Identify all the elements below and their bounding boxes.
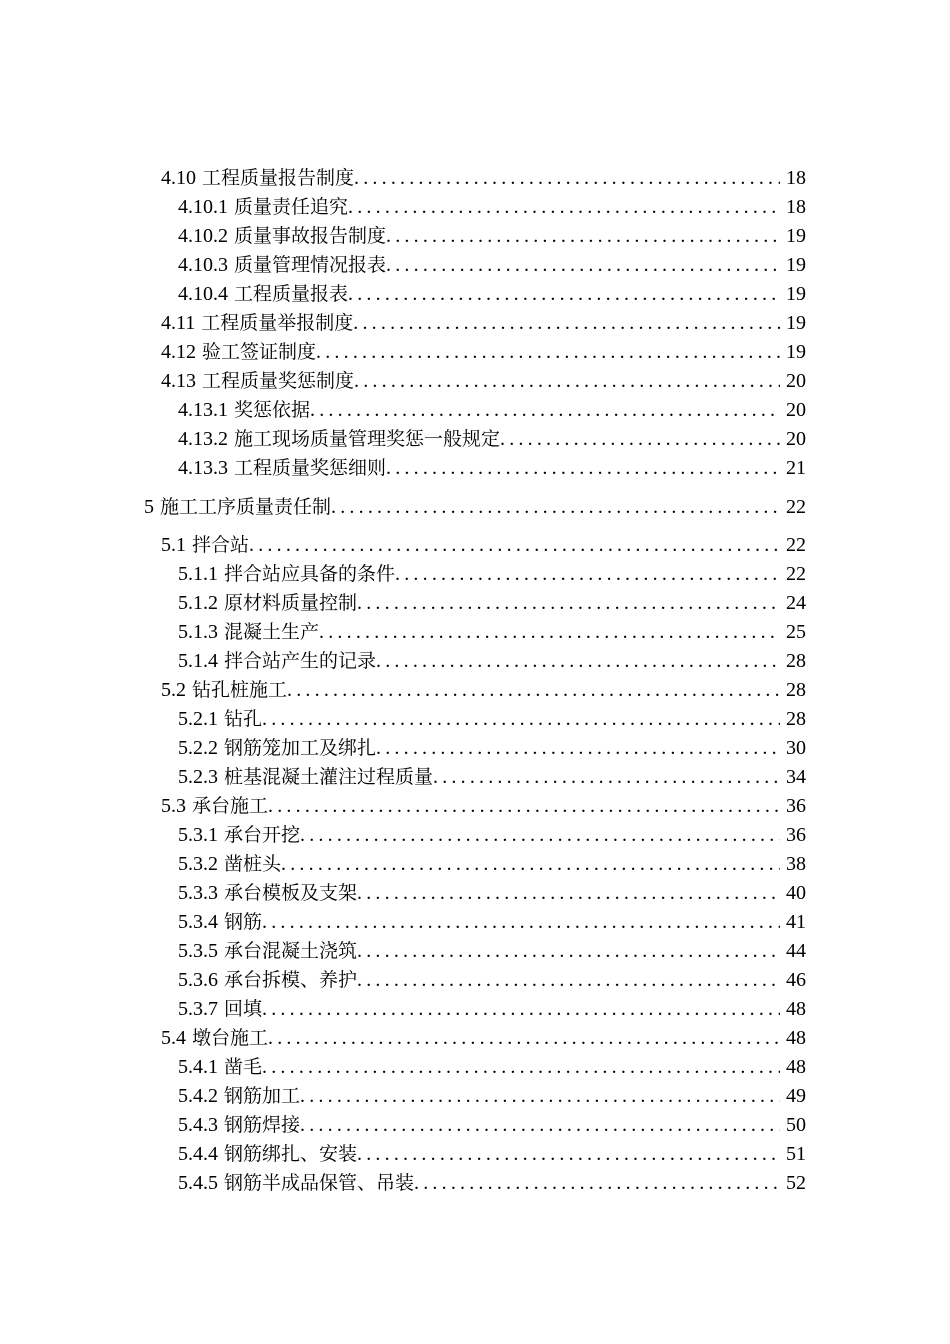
toc-entry-page: 18 xyxy=(786,167,806,189)
toc-dot-leader xyxy=(300,821,780,850)
toc-entry-page: 30 xyxy=(786,737,806,759)
toc-entry-number: 5.2.2 xyxy=(178,737,218,759)
toc-entry-number: 4.13.3 xyxy=(178,457,228,479)
toc-entry-page: 24 xyxy=(786,592,806,614)
toc-dot-leader xyxy=(357,937,780,966)
toc-entry[interactable] xyxy=(178,734,806,763)
toc-entry[interactable] xyxy=(178,222,806,251)
toc-entry-title: 质量事故报告制度 xyxy=(234,225,387,247)
toc-entry-number: 5.1 xyxy=(161,534,186,556)
toc-entry[interactable] xyxy=(161,338,806,367)
toc-entry-title: 钢筋笼加工及绑扎 xyxy=(224,737,377,759)
toc-entry[interactable] xyxy=(161,792,806,821)
toc-dot-leader xyxy=(500,425,780,454)
toc-entry-title: 工程质量报表 xyxy=(234,283,349,305)
toc-entry-title: 承台拆模、养护 xyxy=(224,969,358,991)
toc-entry-number: 5.1.4 xyxy=(178,650,218,672)
toc-entry[interactable] xyxy=(178,193,806,222)
toc-dot-leader xyxy=(348,280,780,309)
toc-entry-page: 40 xyxy=(786,882,806,904)
toc-dot-leader xyxy=(262,908,780,937)
toc-entry[interactable] xyxy=(178,1111,806,1140)
toc-entry-page: 44 xyxy=(786,940,806,962)
toc-dot-leader xyxy=(433,763,780,792)
toc-entry-page: 19 xyxy=(786,254,806,276)
toc-entry-title: 拌合站产生的记录 xyxy=(224,650,377,672)
toc-dot-leader xyxy=(300,1111,780,1140)
toc-dot-leader xyxy=(354,367,780,396)
toc-entry-number: 5.3.5 xyxy=(178,940,218,962)
toc-entry-number: 5.3.4 xyxy=(178,911,218,933)
toc-entry-number: 5.3.1 xyxy=(178,824,218,846)
toc-entry-page: 20 xyxy=(786,428,806,450)
toc-entry-number: 5.2.3 xyxy=(178,766,218,788)
toc-entry-title: 钢筋焊接 xyxy=(224,1114,301,1136)
toc-entry-number: 4.11 xyxy=(161,312,196,334)
toc-entry[interactable] xyxy=(178,908,806,937)
toc-entry-page: 19 xyxy=(786,312,806,334)
toc-entry[interactable] xyxy=(178,995,806,1024)
toc-entry-page: 48 xyxy=(786,998,806,1020)
toc-entry[interactable] xyxy=(178,425,806,454)
toc-entry-number: 4.13.2 xyxy=(178,428,228,450)
toc-entry-number: 5.1.1 xyxy=(178,563,218,585)
toc-entry[interactable] xyxy=(178,396,806,425)
toc-entry-title: 承台开挖 xyxy=(224,824,301,846)
toc-dot-leader xyxy=(353,309,780,338)
toc-dot-leader xyxy=(357,589,780,618)
toc-entry[interactable] xyxy=(144,493,806,522)
toc-entry-title: 拌合站 xyxy=(192,534,250,556)
toc-entry-number: 5.3.6 xyxy=(178,969,218,991)
toc-entry-title: 施工现场质量管理奖惩一般规定 xyxy=(234,428,501,450)
toc-entry-title: 工程质量奖惩制度 xyxy=(202,370,355,392)
toc-entry-page: 50 xyxy=(786,1114,806,1136)
toc-entry-number: 4.10.3 xyxy=(178,254,228,276)
toc-entry-title: 混凝土生产 xyxy=(224,621,320,643)
toc-dot-leader xyxy=(262,1053,780,1082)
toc-dot-leader xyxy=(386,251,780,280)
toc-entry[interactable] xyxy=(178,705,806,734)
toc-dot-leader xyxy=(319,618,780,647)
toc-entry-page: 52 xyxy=(786,1172,806,1194)
toc-entry-title: 拌合站应具备的条件 xyxy=(224,563,396,585)
toc-entry-title: 承台模板及支架 xyxy=(224,882,358,904)
toc-dot-leader xyxy=(262,995,780,1024)
toc-entry-title: 承台施工 xyxy=(192,795,269,817)
toc-entry[interactable] xyxy=(178,1053,806,1082)
toc-dot-leader xyxy=(376,647,780,676)
toc-entry-page: 38 xyxy=(786,853,806,875)
toc-entry[interactable] xyxy=(178,618,806,647)
toc-entry-title: 钢筋绑扎、安装 xyxy=(224,1143,358,1165)
toc-entry[interactable] xyxy=(161,531,806,560)
toc-entry-page: 41 xyxy=(786,911,806,933)
toc-entry-title: 工程质量举报制度 xyxy=(201,312,354,334)
toc-entry[interactable] xyxy=(178,850,806,879)
toc-dot-leader xyxy=(310,396,780,425)
toc-dot-leader xyxy=(386,222,780,251)
toc-entry-title: 奖惩依据 xyxy=(234,399,311,421)
toc-entry-number: 5.4 xyxy=(161,1027,186,1049)
toc-entry-number: 5.4.5 xyxy=(178,1172,218,1194)
toc-dot-leader xyxy=(281,850,780,879)
toc-entry-page: 48 xyxy=(786,1056,806,1078)
toc-entry[interactable] xyxy=(178,560,806,589)
toc-dot-leader xyxy=(331,493,780,522)
toc-entry-number: 4.10.2 xyxy=(178,225,228,247)
toc-entry-title: 回填 xyxy=(224,998,263,1020)
toc-entry-title: 凿毛 xyxy=(224,1056,263,1078)
toc-entry-page: 49 xyxy=(786,1085,806,1107)
toc-entry[interactable] xyxy=(161,309,806,338)
toc-entry-title: 钻孔桩施工 xyxy=(192,679,288,701)
toc-entry-number: 5.3 xyxy=(161,795,186,817)
toc-entry-page: 22 xyxy=(786,496,806,518)
toc-entry-title: 桩基混凝土灌注过程质量 xyxy=(224,766,434,788)
toc-entry-number: 4.12 xyxy=(161,341,196,363)
toc-entry[interactable] xyxy=(161,676,806,705)
toc-entry-title: 原材料质量控制 xyxy=(224,592,358,614)
toc-entry-title: 验工签证制度 xyxy=(202,341,317,363)
toc-entry-page: 51 xyxy=(786,1143,806,1165)
toc-entry[interactable] xyxy=(178,589,806,618)
toc-entry-number: 4.10.4 xyxy=(178,283,228,305)
toc-entry-page: 28 xyxy=(786,679,806,701)
toc-entry[interactable] xyxy=(178,1140,806,1169)
toc-entry-number: 5.3.3 xyxy=(178,882,218,904)
toc-entry-page: 19 xyxy=(786,283,806,305)
toc-dot-leader xyxy=(268,1024,780,1053)
toc-entry-title: 钢筋 xyxy=(224,911,263,933)
toc-dot-leader xyxy=(414,1169,780,1198)
toc-dot-leader xyxy=(357,1140,780,1169)
toc-entry[interactable] xyxy=(161,367,806,396)
toc-entry-page: 25 xyxy=(786,621,806,643)
toc-dot-leader xyxy=(357,879,780,908)
toc-entry-number: 5.3.2 xyxy=(178,853,218,875)
toc-dot-leader xyxy=(376,734,780,763)
toc-entry-number: 5.1.3 xyxy=(178,621,218,643)
toc-entry-number: 5 xyxy=(144,496,154,518)
toc-dot-leader xyxy=(386,454,780,483)
toc-entry[interactable] xyxy=(178,763,806,792)
toc-entry-page: 19 xyxy=(786,341,806,363)
toc-entry-number: 4.10.1 xyxy=(178,196,228,218)
toc-entry[interactable] xyxy=(178,251,806,280)
toc-entry[interactable] xyxy=(178,966,806,995)
toc-dot-leader xyxy=(348,193,780,222)
toc-entry-page: 19 xyxy=(786,225,806,247)
toc-entry-page: 20 xyxy=(786,399,806,421)
toc-dot-leader xyxy=(300,1082,780,1111)
toc-entry[interactable] xyxy=(178,280,806,309)
toc-entry[interactable] xyxy=(178,879,806,908)
toc-dot-leader xyxy=(316,338,780,367)
toc-entry-title: 质量管理情况报表 xyxy=(234,254,387,276)
toc-entry-page: 36 xyxy=(786,795,806,817)
toc-entry-title: 钻孔 xyxy=(224,708,263,730)
toc-entry-title: 质量责任追究 xyxy=(234,196,349,218)
toc-entry-title: 墩台施工 xyxy=(192,1027,269,1049)
toc-entry-page: 20 xyxy=(786,370,806,392)
toc-entry-page: 36 xyxy=(786,824,806,846)
toc-entry-page: 22 xyxy=(786,563,806,585)
toc-entry-number: 5.2 xyxy=(161,679,186,701)
toc-entry-page: 21 xyxy=(786,457,806,479)
toc-entry-page: 46 xyxy=(786,969,806,991)
toc-entry-number: 5.3.7 xyxy=(178,998,218,1020)
toc-dot-leader xyxy=(287,676,780,705)
toc-entry-page: 34 xyxy=(786,766,806,788)
toc-entry-number: 5.4.2 xyxy=(178,1085,218,1107)
toc-entry-title: 工程质量奖惩细则 xyxy=(234,457,387,479)
toc-dot-leader xyxy=(262,705,780,734)
toc-entry-number: 5.4.3 xyxy=(178,1114,218,1136)
toc-dot-leader xyxy=(357,966,780,995)
toc-dot-leader xyxy=(354,164,780,193)
toc-entry-page: 22 xyxy=(786,534,806,556)
toc-entry-number: 4.13 xyxy=(161,370,196,392)
toc-entry-number: 4.13.1 xyxy=(178,399,228,421)
toc-entry-page: 28 xyxy=(786,708,806,730)
toc-entry-number: 4.10 xyxy=(161,167,196,189)
toc-entry[interactable] xyxy=(178,1082,806,1111)
toc-entry-number: 5.4.1 xyxy=(178,1056,218,1078)
toc-dot-leader xyxy=(268,792,780,821)
toc-entry-number: 5.1.2 xyxy=(178,592,218,614)
toc-dot-leader xyxy=(249,531,780,560)
toc-entry-title: 施工工序质量责任制 xyxy=(160,496,332,518)
toc-entry[interactable] xyxy=(178,1169,806,1198)
toc-entry[interactable] xyxy=(178,937,806,966)
toc-entry-number: 5.4.4 xyxy=(178,1143,218,1165)
toc-entry[interactable] xyxy=(161,1024,806,1053)
toc-entry[interactable] xyxy=(178,454,806,483)
toc-entry-page: 48 xyxy=(786,1027,806,1049)
toc-entry-title: 钢筋半成品保管、吊装 xyxy=(224,1172,415,1194)
toc-dot-leader xyxy=(395,560,780,589)
toc-entry-number: 5.2.1 xyxy=(178,708,218,730)
toc-entry[interactable] xyxy=(178,821,806,850)
toc-entry-title: 承台混凝土浇筑 xyxy=(224,940,358,962)
toc-entry-page: 18 xyxy=(786,196,806,218)
toc-entry-title: 钢筋加工 xyxy=(224,1085,301,1107)
toc-entry[interactable] xyxy=(161,164,806,193)
toc-entry-title: 凿桩头 xyxy=(224,853,282,875)
toc-entry-title: 工程质量报告制度 xyxy=(202,167,355,189)
toc-entry-page: 28 xyxy=(786,650,806,672)
toc-entry[interactable] xyxy=(178,647,806,676)
